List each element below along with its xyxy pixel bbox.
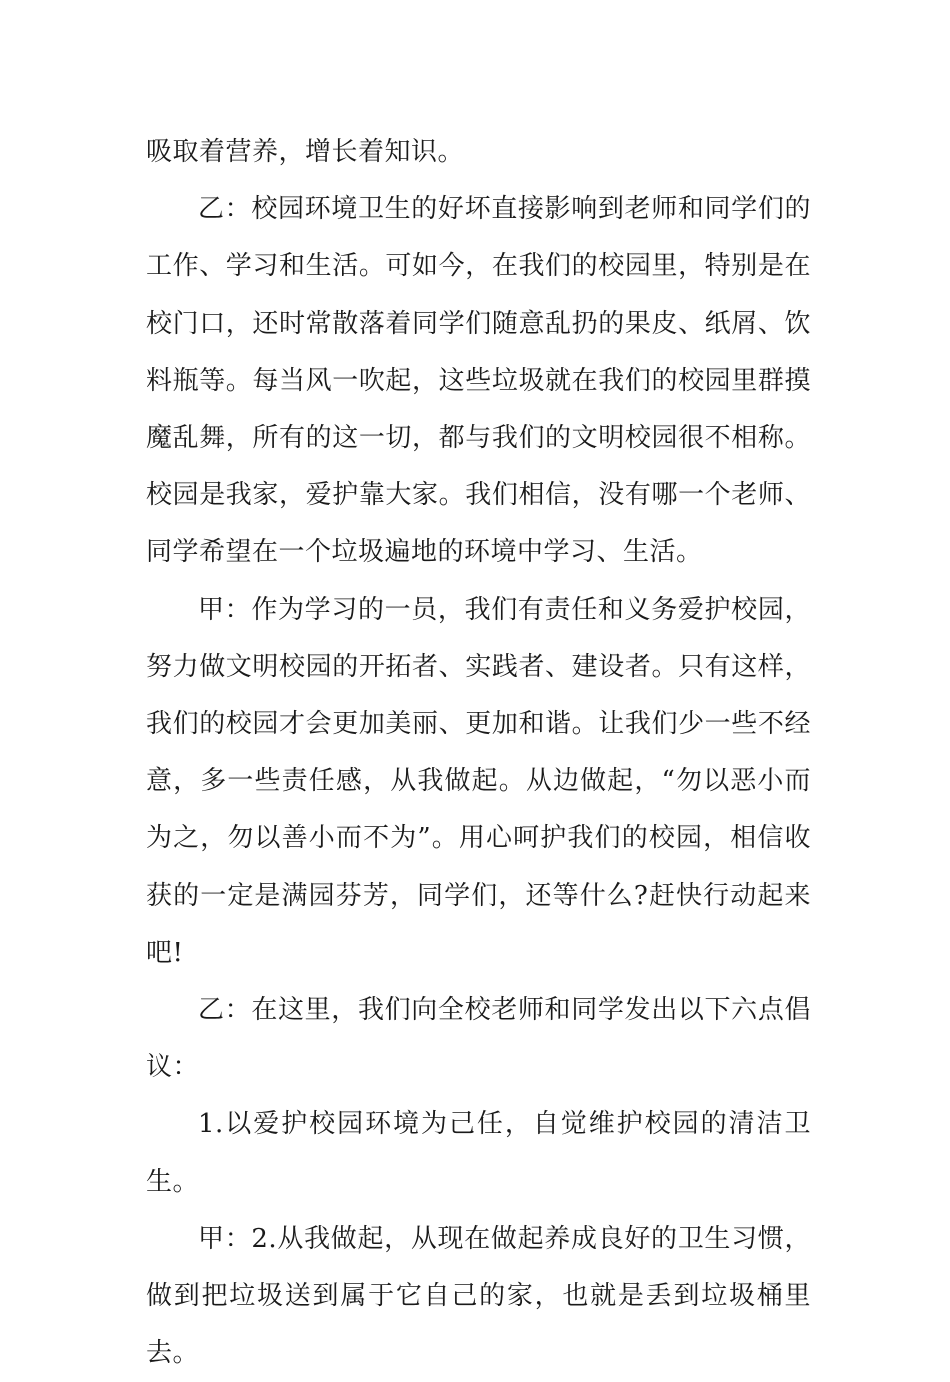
paragraph-yi-proposal: 乙：在这里，我们向全校老师和同学发出以下六点倡议： [146, 995, 811, 1083]
paragraph-proposal-1: 1.以爱护校园环境为己任，自觉维护校园的清洁卫生。 [146, 1109, 811, 1197]
paragraph-jia-responsibility: 甲：作为学习的一员，我们有责任和义务爱护校园，努力做文明校园的开拓者、实践者、建设者。只有这样，我们的校园才会更加美丽、更加和谐。让我们少一些不经意，多一些责任感，从我做起。从边做起，“勿以恶小而为之，勿以善小而不为”。用心呵护我们的校园，相信收获的一定是满园芬芳，同学们，还等什么?赶快行动起来吧! [146, 594, 811, 968]
document-body [146, 124, 811, 1382]
paragraph-continuation: 吸取着营养，增长着知识。 [146, 137, 465, 167]
paragraph-jia-proposal-2: 甲：2.从我做起，从现在做起养成良好的卫生习惯，做到把垃圾送到属于它自己的家，也就是丢到垃圾桶里去。 [146, 1223, 811, 1369]
paragraph-yi-environment: 乙：校园环境卫生的好坏直接影响到老师和同学们的工作、学习和生活。可如今，在我们的校园里，特别是在校门口，还时常散落着同学们随意乱扔的果皮、纸屑、饮料瓶等。每当风一吹起，这些垃圾就在我们的校园里群摸魔乱舞，所有的这一切，都与我们的文明校园很不相称。校园是我家，爱护靠大家。我们相信，没有哪一个老师、同学希望在一个垃圾遍地的环境中学习、生活。 [146, 194, 811, 568]
